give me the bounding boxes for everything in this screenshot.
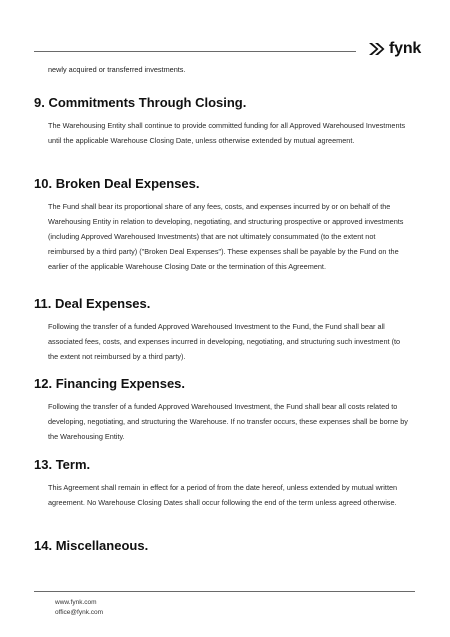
continued-paragraph: newly acquired or transferred investments. <box>48 65 186 74</box>
footer-email-link[interactable]: office@fynk.com <box>55 609 104 616</box>
section-heading <box>34 457 90 473</box>
footer-website-link[interactable]: www.fynk.com <box>55 599 97 606</box>
brand-logo <box>368 41 421 57</box>
section-title: Broken Deal Expenses. <box>55 176 200 191</box>
fynk-logo-icon <box>368 41 386 57</box>
section-number: 10. <box>34 176 53 191</box>
section-number: 13. <box>34 457 53 472</box>
section-heading <box>34 296 150 312</box>
section-number: 11. <box>34 296 52 311</box>
section-heading <box>34 95 246 111</box>
section-title: Term. <box>55 457 91 472</box>
header-divider <box>34 51 356 52</box>
section-title: Financing Expenses. <box>55 376 186 391</box>
footer-divider <box>34 591 415 592</box>
section-number: 14. <box>34 538 53 553</box>
brand-name: fynk <box>389 40 422 57</box>
section-body: Following the transfer of a funded Approved Warehoused Investment, the Fund shall bear all costs related to developing, negotiating, and structuring the Warehouse. If no transfer occurs, these expenses shall be borne by the Warehousing Entity. <box>48 402 408 441</box>
section-body: Following the transfer of a funded Approved Warehoused Investment to the Fund, the Fund shall bear all associated fees, costs, and expenses incurred in developing, negotiating, and structuring such investment (to the extent not reimbursed by a third party). <box>48 322 401 361</box>
section-title: Deal Expenses. <box>54 296 151 311</box>
section-title: Miscellaneous. <box>55 538 149 553</box>
section-body: The Warehousing Entity shall continue to provide committed funding for all Approved Warehoused Investments until the applicable Warehouse Closing Date, unless otherwise extended by mutual agreement. <box>48 121 406 145</box>
section-body: This Agreement shall remain in effect for a period of from the date hereof, unless extended by mutual written agreement. No Warehouse Closing Dates shall occur following the end of the term unless agreed otherwise. <box>48 483 398 507</box>
section-number: 9. <box>34 95 45 110</box>
section-heading <box>34 538 148 554</box>
section-heading <box>34 376 185 392</box>
section-title: Commitments Through Closing. <box>48 95 247 110</box>
section-number: 12. <box>34 376 53 391</box>
section-heading <box>34 176 200 192</box>
section-body: The Fund shall bear its proportional share of any fees, costs, and expenses incurred by or on behalf of the Warehousing Entity in relation to developing, negotiating, and structuring prospective or approved investments (including Approved Warehoused Investments) that are not ultimately consummated (to the extent not reimbursed by a third party) ("Broken Deal Expenses"). These expenses shall be payable by the Fund on the earlier of the applicable Warehouse Closing Date or the termination of this Agreement. <box>48 202 404 271</box>
footer <box>55 598 103 618</box>
